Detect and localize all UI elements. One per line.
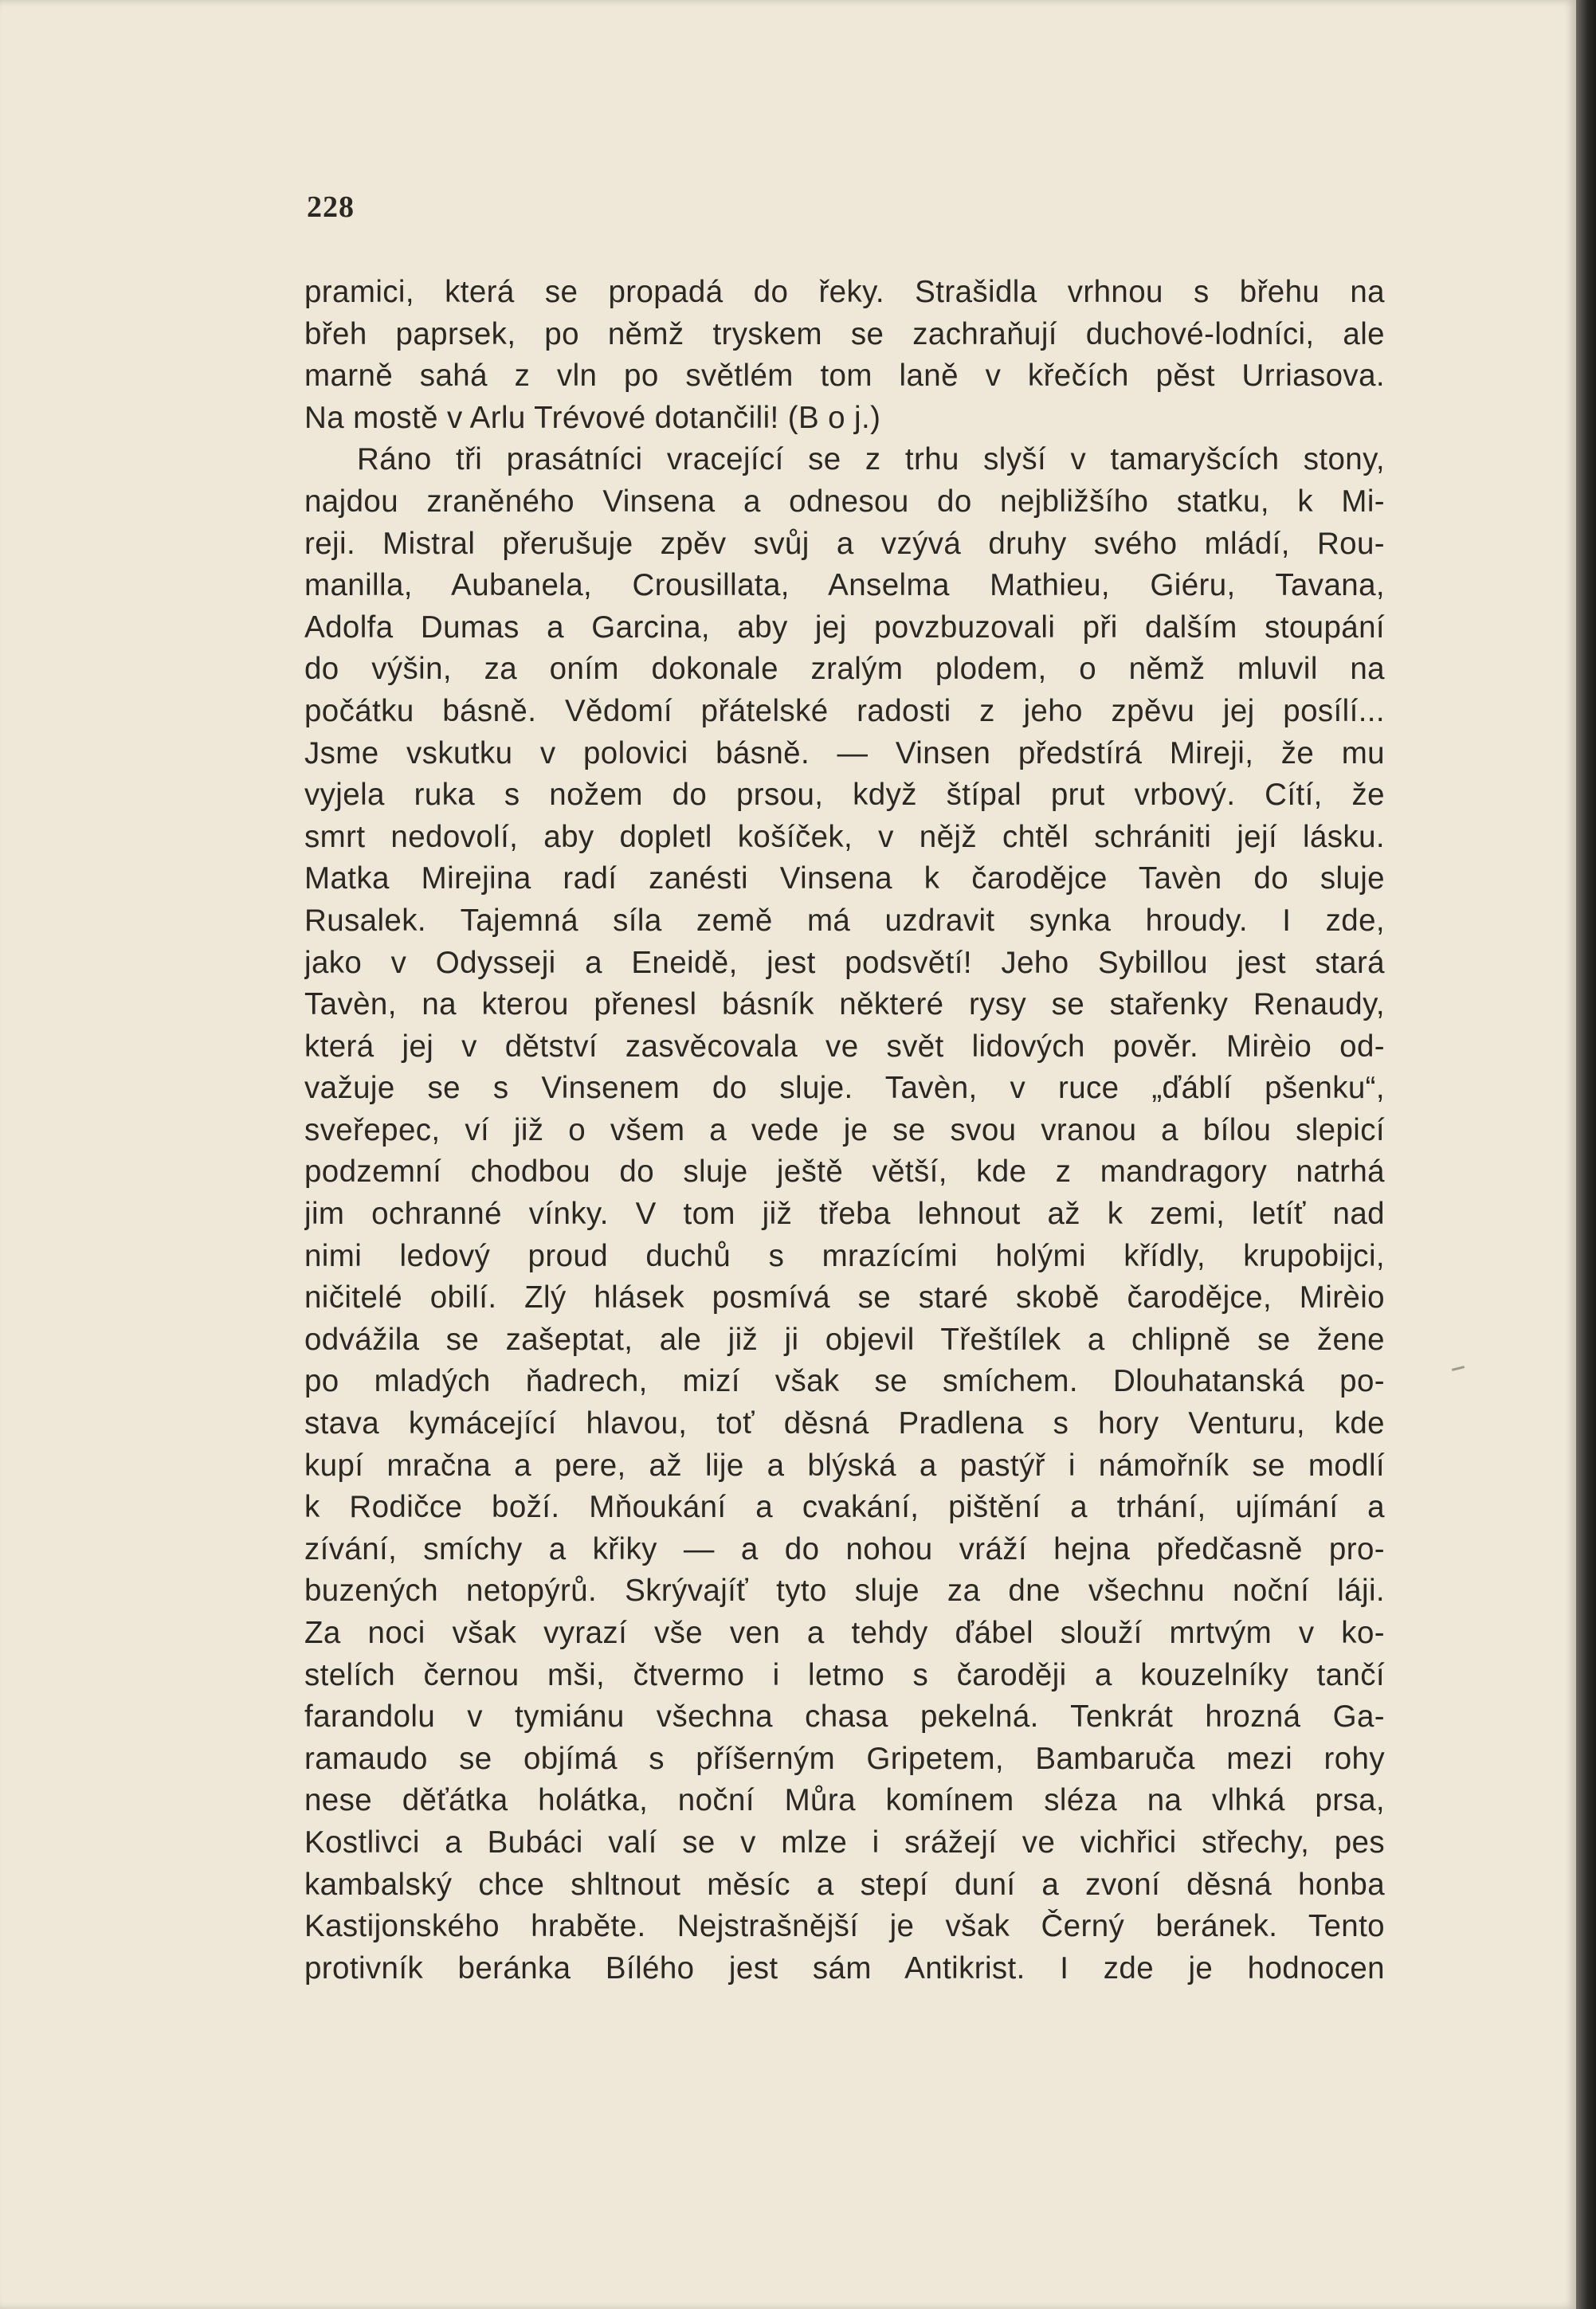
text-line: kupí mračna a pere, až lije a blýská a pastýř i námořník se modlí — [304, 1448, 1385, 1483]
text-line: Jsme vskutku v polovici básně. — Vinsen předstírá Mireji, že mu — [304, 735, 1385, 770]
text-line: vyjela ruka s nožem do prsou, když štípal prut vrbový. Cítí, že — [304, 778, 1385, 813]
paragraph-1 — [304, 272, 1385, 439]
text-line: stava kymácející hlavou, toť děsná Pradlena s hory Venturu, kde — [304, 1406, 1385, 1441]
text-line: ramaudo se objímá s příšerným Gripetem, Bambaruča mezi rohy — [304, 1741, 1385, 1776]
text-line: kambalský chce shltnout měsíc a stepí duní a zvoní děsná honba — [304, 1867, 1385, 1902]
text-line: protivník beránka Bílého jest sám Antikrist. I zde je hodnocen — [304, 1950, 1385, 1986]
text-line: počátku básně. Vědomí přátelské radosti z jeho zpěvu jej posílí... — [304, 693, 1385, 728]
text-line: ničitelé obilí. Zlý hlásek posmívá se staré skobě čarodějce, Mirèio — [304, 1280, 1385, 1315]
text-line: marně sahá z vln po světlém tom laně v křečích pěst Urriasova. — [304, 359, 1385, 394]
book-spine-edge — [1576, 0, 1596, 2309]
text-line: po mladých ňadrech, mizí však se smíchem. Dlouhatanská po- — [304, 1364, 1385, 1399]
text-line: břeh paprsek, po němž tryskem se zachraňují duchové-lodníci, ale — [304, 316, 1385, 351]
text-line: do výšin, za oním dokonale zralým plodem, o němž mluvil na — [304, 652, 1385, 687]
text-line: važuje se s Vinsenem do sluje. Tavèn, v ruce „ďáblí pšenku“, — [304, 1071, 1385, 1106]
text-line: najdou zraněného Vinsena a odnesou do nejbližšího statku, k Mi- — [304, 484, 1385, 519]
text-line: Kastijonského hraběte. Nejstrašnější je však Černý beránek. Tento — [304, 1909, 1385, 1944]
text-line: jim ochranné vínky. V tom již třeba lehnout až k zemi, letíť nad — [304, 1197, 1385, 1232]
text-line: nimi ledový proud duchů s mrazícími holými křídly, krupobijci, — [304, 1238, 1385, 1273]
text-line: farandolu v tymiánu všechna chasa pekelná. Tenkrát hrozná Ga- — [304, 1699, 1385, 1735]
text-line: Za noci však vyrazí vše ven a tehdy ďábel slouží mrtvým v ko- — [304, 1616, 1385, 1650]
text-line: sveřepec, ví již o všem a vede je se svou vranou a bílou slepicí — [304, 1112, 1385, 1147]
text-line: manilla, Aubanela, Crousillata, Anselma Mathieu, Giéru, Tavana, — [304, 568, 1385, 603]
text-line: odvážila se zašeptat, ale již ji objevil Třeštílek a chlipně se žene — [304, 1322, 1385, 1357]
text-line: reji. Mistral přerušuje zpěv svůj a vzývá druhy svého mládí, Rou- — [304, 526, 1385, 561]
text-line: Kostlivci a Bubáci valí se v mlze i srážejí ve vichřici střechy, pes — [304, 1825, 1385, 1860]
text-line: pramici, která se propadá do řeky. Strašidla vrhnou s břehu na — [304, 275, 1385, 309]
text-line: Matka Mirejina radí zanésti Vinsena k čarodějce Tavèn do sluje — [304, 861, 1385, 896]
text-line: smrt nedovolí, aby dopletl košíček, v nějž chtěl schrániti její lásku. — [304, 819, 1385, 854]
text-line: buzených netopýrů. Skrývajíť tyto sluje za dne všechnu noční láji. — [304, 1574, 1385, 1609]
text-line: která jej v dětství zasvěcovala ve svět lidových pověr. Mirèio od- — [304, 1029, 1385, 1064]
text-line: jako v Odysseji a Eneidě, jest podsvětí! Jeho Sybillou jest stará — [304, 945, 1385, 980]
body-text — [304, 272, 1385, 1990]
page-number: 228 — [307, 190, 355, 224]
text-line: Na mostě v Arlu Trévové dotančili! (B o j.) — [304, 400, 881, 435]
text-line: nese děťátka holátka, noční Můra komínem sléza na vlhká prsa, — [304, 1783, 1385, 1818]
text-line: stelích černou mši, čtvermo i letmo s čaroději a kouzelníky tančí — [304, 1657, 1385, 1692]
paragraph-2 — [304, 439, 1385, 1990]
margin-mark — [1452, 1366, 1465, 1371]
text-line: Rusalek. Tajemná síla země má uzdravit synka hroudy. I zde, — [304, 903, 1385, 938]
text-line: zívání, smíchy a křiky — a do nohou vráží hejna předčasně pro- — [304, 1531, 1385, 1566]
text-line: k Rodičce boží. Mňoukání a cvakání, pištění a trhání, ujímání a — [304, 1490, 1385, 1525]
text-line: Adolfa Dumas a Garcina, aby jej povzbuzovali při dalším stoupání — [304, 610, 1385, 645]
text-line: Ráno tři prasátníci vracející se z trhu slyší v tamaryšcích stony, — [357, 442, 1385, 477]
text-line: Tavèn, na kterou přenesl básník některé rysy se stařenky Renaudy, — [304, 987, 1385, 1022]
text-line: podzemní chodbou do sluje ještě větší, kde z mandragory natrhá — [304, 1154, 1385, 1190]
